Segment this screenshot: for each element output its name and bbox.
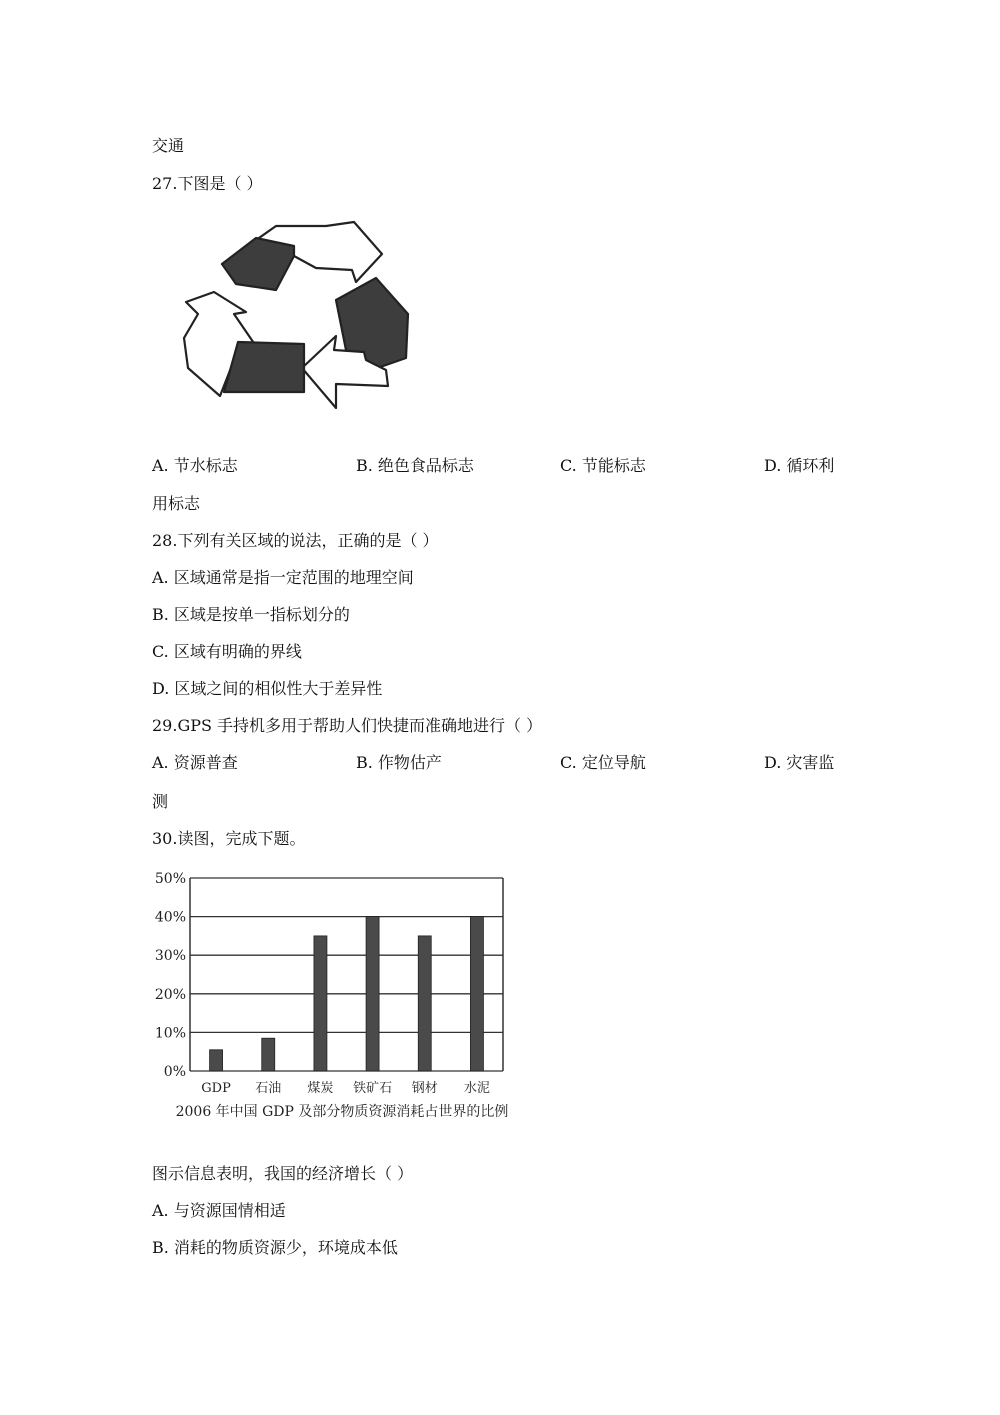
chart-title: 2006 年中国 GDP 及部分物质资源消耗占世界的比例: [175, 1104, 509, 1120]
q29-option-d-continued: 测: [152, 792, 169, 811]
q27-option-a: A. 节水标志: [152, 456, 238, 475]
bar: [262, 1038, 275, 1071]
bar: [210, 1050, 223, 1071]
x-tick-label: 煤炭: [307, 1081, 334, 1096]
y-tick-label: 50%: [154, 871, 186, 887]
text-line: 交通: [152, 136, 185, 155]
q29-option-d: D. 灾害监: [764, 753, 835, 772]
recycle-arrow-left-dark: [224, 342, 304, 392]
q27-option-c: C. 节能标志: [560, 456, 646, 475]
q28-option-a: A. 区域通常是指一定范围的地理空间: [152, 568, 414, 587]
x-tick-label: 水泥: [463, 1081, 490, 1096]
q27-option-d: D. 循环利: [764, 456, 835, 475]
y-tick-label: 20%: [154, 986, 186, 1003]
recycling-symbol-image: [176, 218, 416, 414]
question-30-stem: 图示信息表明，我国的经济增长（ ）: [152, 1164, 414, 1183]
q30-option-b: B. 消耗的物质资源少，环境成本低: [152, 1238, 398, 1257]
resource-consumption-bar-chart: [150, 862, 535, 1128]
question-30: 30.读图，完成下题。: [152, 829, 306, 848]
bar: [314, 936, 327, 1071]
x-tick-label: 钢材: [411, 1081, 438, 1096]
q30-option-a: A. 与资源国情相适: [152, 1201, 286, 1220]
q28-option-b: B. 区域是按单一指标划分的: [152, 605, 350, 624]
recycle-arrow-top-dark: [222, 238, 294, 290]
q29-option-c: C. 定位导航: [560, 753, 646, 772]
q27-option-b: B. 绝色食品标志: [356, 456, 474, 475]
question-27: 27.下图是（ ）: [152, 174, 263, 193]
y-tick-label: 30%: [154, 948, 186, 965]
bar: [470, 917, 483, 1071]
question-28: 28.下列有关区域的说法，正确的是（ ）: [152, 531, 439, 550]
q29-option-a: A. 资源普查: [152, 753, 238, 772]
q28-option-c: C. 区域有明确的界线: [152, 642, 302, 661]
y-tick-label: 0%: [163, 1064, 186, 1080]
bar: [366, 917, 379, 1071]
bar: [418, 936, 431, 1071]
question-29: 29.GPS 手持机多用于帮助人们快捷而准确地进行（ ）: [152, 716, 543, 735]
q28-option-d: D. 区域之间的相似性大于差异性: [152, 679, 383, 698]
q27-option-d-continued: 用标志: [152, 494, 201, 513]
x-tick-label: GDP: [201, 1081, 231, 1096]
y-tick-label: 10%: [154, 1025, 186, 1042]
x-tick-label: 铁矿石: [353, 1081, 393, 1096]
q29-option-b: B. 作物估产: [356, 753, 442, 772]
x-tick-label: 石油: [255, 1081, 282, 1096]
y-tick-label: 40%: [154, 909, 186, 926]
